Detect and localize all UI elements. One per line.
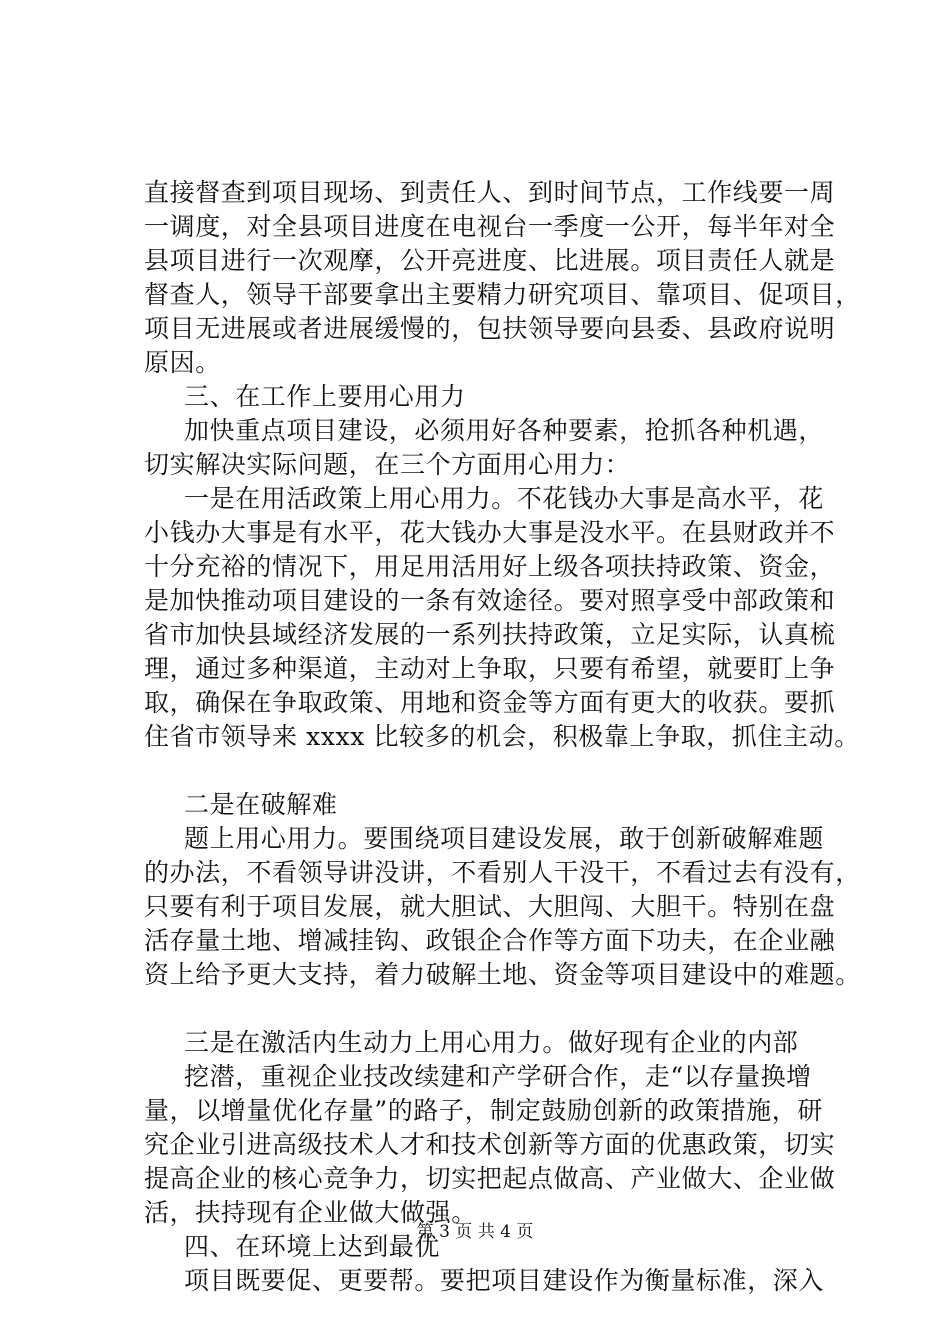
text-line: 小钱办大事是有水平，花大钱办大事是没水平。在县财政并不 bbox=[144, 518, 836, 547]
paragraph-gap bbox=[144, 754, 844, 788]
text-line: 省市加快县域经济发展的一系列扶持政策，立足实际，认真梳 bbox=[144, 620, 836, 649]
text-line: 究企业引进高级技术人才和技术创新等方面的优惠政策，切实 bbox=[144, 1130, 836, 1159]
text-line: 量，以增量优化存量”的路子，制定鼓励创新的政策措施，研 bbox=[144, 1096, 823, 1125]
text-line: 项目既要促、更要帮。要把项目建设作为衡量标准，深入 bbox=[184, 1266, 825, 1295]
text-line: 活，扶持现有企业做大做强。 bbox=[144, 1198, 477, 1227]
text-line: 只要有利于项目发展，就大胆试、大胆闯、大胆干。特别在盘 bbox=[144, 892, 836, 921]
paragraph-gap bbox=[144, 992, 844, 1026]
text-line: 取，确保在争取政策、用地和资金等方面有更大的收获。要抓 bbox=[144, 688, 836, 717]
text-line: 理，通过多种渠道，主动对上争取，只要有希望，就要盯上争 bbox=[144, 654, 836, 683]
text-line: 二是在破解难 bbox=[184, 790, 338, 819]
text-line: 项目无进展或者进展缓慢的，包扶领导要向县委、县政府说明 bbox=[144, 314, 836, 343]
section-heading: 三、在工作上要用心用力 bbox=[184, 382, 466, 411]
text-line: 加快重点项目建设，必须用好各种要素，抢抓各种机遇， bbox=[184, 416, 825, 445]
text-line: 的办法，不看领导讲没讲，不看别人干没干，不看过去有没有， bbox=[144, 858, 861, 887]
section-heading: 四、在环境上达到最优 bbox=[184, 1232, 441, 1261]
text-line: 是加快推动项目建设的一条有效途径。要对照享受中部政策和 bbox=[144, 586, 836, 615]
text-line: 资上给予更大支持，着力破解土地、资金等项目建设中的难题。 bbox=[144, 960, 861, 989]
text-line: 题上用心用力。要围绕项目建设发展，敢于创新破解难题 bbox=[184, 824, 825, 853]
text-line: 原因。 bbox=[144, 348, 221, 377]
text-line: 住省市领导来 xxxx 比较多的机会，积极靠上争取，抓住主动。 bbox=[144, 722, 860, 751]
text-line: 活存量土地、增减挂钩、政银企合作等方面下功夫，在企业融 bbox=[144, 926, 836, 955]
text-line: 县项目进行一次观摩，公开亮进度、比进展。项目责任人就是 bbox=[144, 246, 836, 275]
text-line: 十分充裕的情况下，用足用活用好上级各项扶持政策、资金， bbox=[144, 552, 836, 581]
text-line: 挖潜，重视企业技改续建和产学研合作，走“以存量换增 bbox=[184, 1062, 812, 1091]
text-line: 一是在用活政策上用心用力。不花钱办大事是高水平，花 bbox=[184, 484, 825, 513]
text-line: 一调度，对全县项目进度在电视台一季度一公开，每半年对全 bbox=[144, 212, 836, 241]
text-line: 提高企业的核心竞争力，切实把起点做高、产业做大、企业做 bbox=[144, 1164, 836, 1193]
text-line: 三是在激活内生动力上用心用力。做好现有企业的内部 bbox=[184, 1028, 799, 1057]
text-line: 督查人，领导干部要拿出主要精力研究项目、靠项目、促项目， bbox=[144, 280, 861, 309]
body-text bbox=[144, 176, 861, 1298]
text-line: 切实解决实际问题，在三个方面用心用力： bbox=[144, 450, 631, 479]
page-number-footer: 第 3 页 共 4 页 bbox=[416, 1222, 534, 1242]
text-line: 直接督查到项目现场、到责任人、到时间节点，工作线要一周 bbox=[144, 178, 836, 207]
